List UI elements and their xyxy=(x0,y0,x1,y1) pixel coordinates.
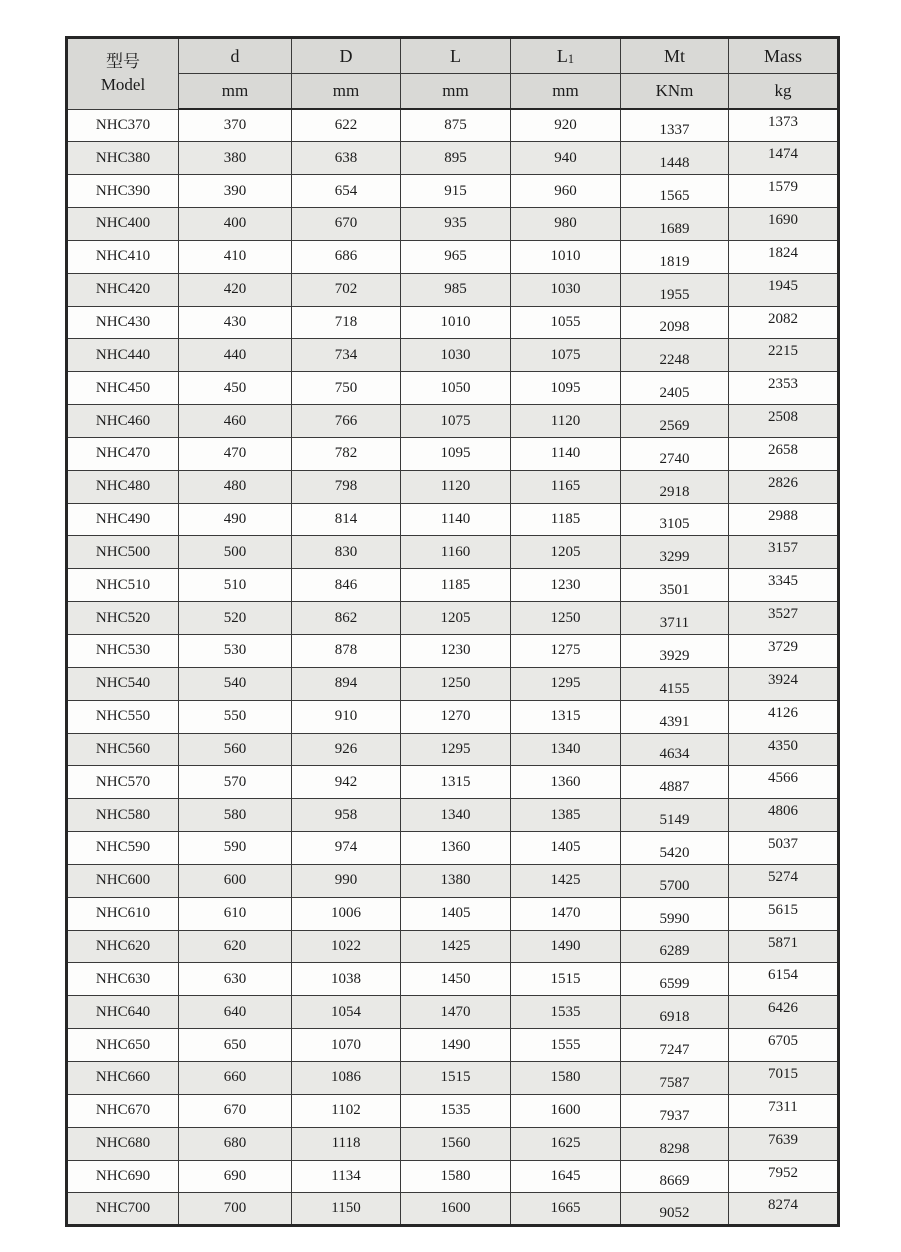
header-col-D: D xyxy=(292,38,401,74)
big-d-cell: 1150 xyxy=(292,1193,401,1226)
table-row xyxy=(67,1193,839,1226)
mt-cell: 2740 xyxy=(620,437,728,470)
big-d-cell: 798 xyxy=(292,470,401,503)
mt-cell: 3711 xyxy=(620,602,728,635)
l-cell: 935 xyxy=(401,208,511,241)
mass-cell: 1824 xyxy=(728,240,838,273)
l-cell: 1490 xyxy=(401,1029,511,1062)
model-cell: NHC580 xyxy=(67,799,179,832)
mass-cell: 5615 xyxy=(728,897,838,930)
d-cell: 700 xyxy=(179,1193,292,1226)
table-row xyxy=(67,372,839,405)
mass-cell: 6154 xyxy=(728,963,838,996)
table-row xyxy=(67,273,839,306)
model-cell: NHC560 xyxy=(67,733,179,766)
model-cell: NHC450 xyxy=(67,372,179,405)
d-cell: 480 xyxy=(179,470,292,503)
big-d-cell: 846 xyxy=(292,569,401,602)
model-cell: NHC650 xyxy=(67,1029,179,1062)
model-cell: NHC380 xyxy=(67,142,179,175)
model-cell: NHC470 xyxy=(67,437,179,470)
mt-cell: 3929 xyxy=(620,635,728,668)
mt-cell: 1955 xyxy=(620,273,728,306)
mt-cell: 4634 xyxy=(620,733,728,766)
big-d-cell: 1102 xyxy=(292,1094,401,1127)
mt-cell: 8298 xyxy=(620,1127,728,1160)
header-col-d: d xyxy=(179,38,292,74)
l1-cell: 1120 xyxy=(511,405,621,438)
mt-cell: 5990 xyxy=(620,897,728,930)
mt-cell: 8669 xyxy=(620,1160,728,1193)
mass-cell: 7639 xyxy=(728,1127,838,1160)
l-cell: 1450 xyxy=(401,963,511,996)
l-cell: 1230 xyxy=(401,635,511,668)
model-cell: NHC630 xyxy=(67,963,179,996)
l-cell: 1270 xyxy=(401,700,511,733)
mt-cell: 6599 xyxy=(620,963,728,996)
l1-cell: 1425 xyxy=(511,864,621,897)
big-d-cell: 1134 xyxy=(292,1160,401,1193)
l1-cell: 960 xyxy=(511,175,621,208)
mt-cell: 2098 xyxy=(620,306,728,339)
big-d-cell: 830 xyxy=(292,536,401,569)
l1-cell: 940 xyxy=(511,142,621,175)
big-d-cell: 1022 xyxy=(292,930,401,963)
mt-cell: 5420 xyxy=(620,832,728,865)
mt-cell: 2405 xyxy=(620,372,728,405)
l-cell: 1470 xyxy=(401,996,511,1029)
mass-cell: 4806 xyxy=(728,799,838,832)
table-body xyxy=(67,109,839,1226)
mass-cell: 3157 xyxy=(728,536,838,569)
d-cell: 430 xyxy=(179,306,292,339)
l1-cell: 1625 xyxy=(511,1127,621,1160)
l-cell: 1425 xyxy=(401,930,511,963)
big-d-cell: 750 xyxy=(292,372,401,405)
mt-cell: 1819 xyxy=(620,240,728,273)
mt-cell: 2248 xyxy=(620,339,728,372)
mt-cell: 9052 xyxy=(620,1193,728,1226)
model-cell: NHC410 xyxy=(67,240,179,273)
header-col-L1: $L_1$ xyxy=(511,38,621,74)
big-d-cell: 670 xyxy=(292,208,401,241)
mass-cell: 1579 xyxy=(728,175,838,208)
table-row xyxy=(67,1094,839,1127)
big-d-cell: 782 xyxy=(292,437,401,470)
table-row xyxy=(67,240,839,273)
unit-D: mm xyxy=(292,74,401,110)
unit-L: mm xyxy=(401,74,511,110)
unit-L1: mm xyxy=(511,74,621,110)
l1-cell: 1140 xyxy=(511,437,621,470)
coupling-spec-table xyxy=(65,36,840,1227)
mt-cell: 7587 xyxy=(620,1061,728,1094)
l1-cell: 1295 xyxy=(511,667,621,700)
mass-cell: 6705 xyxy=(728,1029,838,1062)
big-d-cell: 1070 xyxy=(292,1029,401,1062)
l-cell: 965 xyxy=(401,240,511,273)
d-cell: 490 xyxy=(179,503,292,536)
l-cell: 1405 xyxy=(401,897,511,930)
header-col-L: L xyxy=(401,38,511,74)
l1-cell: 1515 xyxy=(511,963,621,996)
l1-cell: 1385 xyxy=(511,799,621,832)
d-cell: 380 xyxy=(179,142,292,175)
mt-cell: 2918 xyxy=(620,470,728,503)
l1-cell: 1165 xyxy=(511,470,621,503)
mass-cell: 1474 xyxy=(728,142,838,175)
l-cell: 985 xyxy=(401,273,511,306)
l-cell: 1050 xyxy=(401,372,511,405)
d-cell: 460 xyxy=(179,405,292,438)
l-cell: 1140 xyxy=(401,503,511,536)
big-d-cell: 990 xyxy=(292,864,401,897)
d-cell: 610 xyxy=(179,897,292,930)
big-d-cell: 862 xyxy=(292,602,401,635)
table-row xyxy=(67,1160,839,1193)
model-cell: NHC420 xyxy=(67,273,179,306)
mt-cell: 1565 xyxy=(620,175,728,208)
big-d-cell: 958 xyxy=(292,799,401,832)
model-cell: NHC400 xyxy=(67,208,179,241)
l-cell: 1560 xyxy=(401,1127,511,1160)
l1-cell: 1275 xyxy=(511,635,621,668)
model-cell: NHC570 xyxy=(67,766,179,799)
table-row xyxy=(67,700,839,733)
l1-cell: 1095 xyxy=(511,372,621,405)
d-cell: 620 xyxy=(179,930,292,963)
l1-cell: 980 xyxy=(511,208,621,241)
mass-cell: 2082 xyxy=(728,306,838,339)
mt-cell: 5700 xyxy=(620,864,728,897)
d-cell: 440 xyxy=(179,339,292,372)
l1-cell: 1230 xyxy=(511,569,621,602)
d-cell: 650 xyxy=(179,1029,292,1062)
table-row xyxy=(67,405,839,438)
model-cell: NHC690 xyxy=(67,1160,179,1193)
table-row xyxy=(67,635,839,668)
l-cell: 1295 xyxy=(401,733,511,766)
model-cell: NHC680 xyxy=(67,1127,179,1160)
l-cell: 1535 xyxy=(401,1094,511,1127)
table-row xyxy=(67,503,839,536)
table-row xyxy=(67,799,839,832)
table-row xyxy=(67,963,839,996)
model-cell: NHC530 xyxy=(67,635,179,668)
mass-cell: 7311 xyxy=(728,1094,838,1127)
mt-cell: 7937 xyxy=(620,1094,728,1127)
model-cell: NHC490 xyxy=(67,503,179,536)
table-header xyxy=(67,38,839,110)
table-row xyxy=(67,864,839,897)
mass-cell: 5871 xyxy=(728,930,838,963)
model-cell: NHC440 xyxy=(67,339,179,372)
header-col-Mass: Mass xyxy=(728,38,838,74)
table-row xyxy=(67,602,839,635)
model-cell: NHC500 xyxy=(67,536,179,569)
l-cell: 1075 xyxy=(401,405,511,438)
l1-cell: 1360 xyxy=(511,766,621,799)
big-d-cell: 910 xyxy=(292,700,401,733)
unit-Mass: kg xyxy=(728,74,838,110)
l-cell: 915 xyxy=(401,175,511,208)
table-row xyxy=(67,1029,839,1062)
mt-cell: 2569 xyxy=(620,405,728,438)
d-cell: 410 xyxy=(179,240,292,273)
table-row xyxy=(67,667,839,700)
mass-cell: 2826 xyxy=(728,470,838,503)
l-cell: 1185 xyxy=(401,569,511,602)
d-cell: 530 xyxy=(179,635,292,668)
model-cell: NHC610 xyxy=(67,897,179,930)
l1-cell: 1030 xyxy=(511,273,621,306)
d-cell: 660 xyxy=(179,1061,292,1094)
d-cell: 510 xyxy=(179,569,292,602)
model-cell: NHC540 xyxy=(67,667,179,700)
l1-cell: 1055 xyxy=(511,306,621,339)
mass-cell: 4566 xyxy=(728,766,838,799)
l1-cell: 1580 xyxy=(511,1061,621,1094)
header-model xyxy=(67,38,179,110)
big-d-cell: 1038 xyxy=(292,963,401,996)
l1-cell: 1600 xyxy=(511,1094,621,1127)
l1-cell: 1645 xyxy=(511,1160,621,1193)
l-cell: 1160 xyxy=(401,536,511,569)
d-cell: 540 xyxy=(179,667,292,700)
mt-cell: 3105 xyxy=(620,503,728,536)
l1-cell: 1665 xyxy=(511,1193,621,1226)
header-model-en: Model xyxy=(100,74,146,94)
d-cell: 390 xyxy=(179,175,292,208)
model-cell: NHC520 xyxy=(67,602,179,635)
l-cell: 1120 xyxy=(401,470,511,503)
d-cell: 600 xyxy=(179,864,292,897)
d-cell: 570 xyxy=(179,766,292,799)
l-cell: 1360 xyxy=(401,832,511,865)
mass-cell: 2658 xyxy=(728,437,838,470)
model-cell: NHC550 xyxy=(67,700,179,733)
table-row xyxy=(67,569,839,602)
table-row xyxy=(67,437,839,470)
mt-cell: 6289 xyxy=(620,930,728,963)
mass-cell: 3527 xyxy=(728,602,838,635)
table-row xyxy=(67,470,839,503)
header-col-Mt: Mt xyxy=(620,38,728,74)
table-row xyxy=(67,175,839,208)
l-cell: 895 xyxy=(401,142,511,175)
table-row xyxy=(67,1061,839,1094)
table-row xyxy=(67,339,839,372)
table-row xyxy=(67,142,839,175)
big-d-cell: 734 xyxy=(292,339,401,372)
d-cell: 420 xyxy=(179,273,292,306)
model-cell: NHC700 xyxy=(67,1193,179,1226)
table-row xyxy=(67,930,839,963)
l1-cell: 1470 xyxy=(511,897,621,930)
header-row-units xyxy=(67,74,839,110)
mass-cell: 7952 xyxy=(728,1160,838,1193)
l1-cell: 1010 xyxy=(511,240,621,273)
mt-cell: 3501 xyxy=(620,569,728,602)
d-cell: 450 xyxy=(179,372,292,405)
mass-cell: 5274 xyxy=(728,864,838,897)
mass-cell: 8274 xyxy=(728,1193,838,1226)
l1-cell: 1340 xyxy=(511,733,621,766)
big-d-cell: 766 xyxy=(292,405,401,438)
table-row xyxy=(67,733,839,766)
table-row xyxy=(67,1127,839,1160)
model-cell: NHC670 xyxy=(67,1094,179,1127)
d-cell: 580 xyxy=(179,799,292,832)
l1-cell: 1405 xyxy=(511,832,621,865)
model-cell: NHC640 xyxy=(67,996,179,1029)
l1-cell: 920 xyxy=(511,109,621,142)
big-d-cell: 974 xyxy=(292,832,401,865)
big-d-cell: 926 xyxy=(292,733,401,766)
l-cell: 1380 xyxy=(401,864,511,897)
l-cell: 1600 xyxy=(401,1193,511,1226)
big-d-cell: 814 xyxy=(292,503,401,536)
d-cell: 400 xyxy=(179,208,292,241)
mass-cell: 2508 xyxy=(728,405,838,438)
l-cell: 1340 xyxy=(401,799,511,832)
table-row xyxy=(67,536,839,569)
l-cell: 1205 xyxy=(401,602,511,635)
model-cell: NHC390 xyxy=(67,175,179,208)
mt-cell: 3299 xyxy=(620,536,728,569)
big-d-cell: 654 xyxy=(292,175,401,208)
table-row xyxy=(67,832,839,865)
d-cell: 670 xyxy=(179,1094,292,1127)
mass-cell: 7015 xyxy=(728,1061,838,1094)
header-row-names xyxy=(67,38,839,74)
l-cell: 1580 xyxy=(401,1160,511,1193)
mass-cell: 4350 xyxy=(728,733,838,766)
model-cell: NHC620 xyxy=(67,930,179,963)
d-cell: 630 xyxy=(179,963,292,996)
big-d-cell: 1086 xyxy=(292,1061,401,1094)
mt-cell: 5149 xyxy=(620,799,728,832)
big-d-cell: 878 xyxy=(292,635,401,668)
table-row xyxy=(67,766,839,799)
table-row xyxy=(67,208,839,241)
mt-cell: 7247 xyxy=(620,1029,728,1062)
model-cell: NHC480 xyxy=(67,470,179,503)
l1-cell: 1315 xyxy=(511,700,621,733)
table-row xyxy=(67,897,839,930)
big-d-cell: 1054 xyxy=(292,996,401,1029)
l-cell: 1030 xyxy=(401,339,511,372)
l-cell: 1010 xyxy=(401,306,511,339)
table-row xyxy=(67,109,839,142)
d-cell: 520 xyxy=(179,602,292,635)
model-cell: NHC600 xyxy=(67,864,179,897)
l-cell: 1315 xyxy=(401,766,511,799)
model-cell: NHC510 xyxy=(67,569,179,602)
big-d-cell: 894 xyxy=(292,667,401,700)
l-cell: 1095 xyxy=(401,437,511,470)
mass-cell: 1373 xyxy=(728,109,838,142)
d-cell: 500 xyxy=(179,536,292,569)
l1-cell: 1075 xyxy=(511,339,621,372)
mass-cell: 1690 xyxy=(728,208,838,241)
big-d-cell: 622 xyxy=(292,109,401,142)
mass-cell: 2215 xyxy=(728,339,838,372)
model-cell: NHC590 xyxy=(67,832,179,865)
d-cell: 690 xyxy=(179,1160,292,1193)
d-cell: 470 xyxy=(179,437,292,470)
model-cell: NHC660 xyxy=(67,1061,179,1094)
unit-Mt: KNm xyxy=(620,74,728,110)
mt-cell: 4887 xyxy=(620,766,728,799)
big-d-cell: 718 xyxy=(292,306,401,339)
d-cell: 370 xyxy=(179,109,292,142)
table-row xyxy=(67,996,839,1029)
mass-cell: 1945 xyxy=(728,273,838,306)
l1-cell: 1185 xyxy=(511,503,621,536)
mt-cell: 6918 xyxy=(620,996,728,1029)
mass-cell: 6426 xyxy=(728,996,838,1029)
mass-cell: 2353 xyxy=(728,372,838,405)
mt-cell: 1337 xyxy=(620,109,728,142)
model-cell: NHC460 xyxy=(67,405,179,438)
table-row xyxy=(67,306,839,339)
spec-table-container xyxy=(65,36,840,1227)
l1-cell: 1205 xyxy=(511,536,621,569)
mass-cell: 5037 xyxy=(728,832,838,865)
mt-cell: 4391 xyxy=(620,700,728,733)
l1-cell: 1535 xyxy=(511,996,621,1029)
l1-cell: 1250 xyxy=(511,602,621,635)
d-cell: 680 xyxy=(179,1127,292,1160)
d-cell: 640 xyxy=(179,996,292,1029)
header-model-cn: 型号 xyxy=(106,51,140,71)
big-d-cell: 686 xyxy=(292,240,401,273)
mass-cell: 4126 xyxy=(728,700,838,733)
mass-cell: 2988 xyxy=(728,503,838,536)
mt-cell: 1448 xyxy=(620,142,728,175)
mt-cell: 4155 xyxy=(620,667,728,700)
mass-cell: 3924 xyxy=(728,667,838,700)
l-cell: 1515 xyxy=(401,1061,511,1094)
big-d-cell: 702 xyxy=(292,273,401,306)
unit-d: mm xyxy=(179,74,292,110)
l-cell: 1250 xyxy=(401,667,511,700)
d-cell: 590 xyxy=(179,832,292,865)
big-d-cell: 1118 xyxy=(292,1127,401,1160)
mass-cell: 3729 xyxy=(728,635,838,668)
big-d-cell: 1006 xyxy=(292,897,401,930)
mass-cell: 3345 xyxy=(728,569,838,602)
l-cell: 875 xyxy=(401,109,511,142)
big-d-cell: 638 xyxy=(292,142,401,175)
l1-cell: 1490 xyxy=(511,930,621,963)
l1-cell: 1555 xyxy=(511,1029,621,1062)
d-cell: 550 xyxy=(179,700,292,733)
d-cell: 560 xyxy=(179,733,292,766)
model-cell: NHC370 xyxy=(67,109,179,142)
big-d-cell: 942 xyxy=(292,766,401,799)
model-cell: NHC430 xyxy=(67,306,179,339)
mt-cell: 1689 xyxy=(620,208,728,241)
